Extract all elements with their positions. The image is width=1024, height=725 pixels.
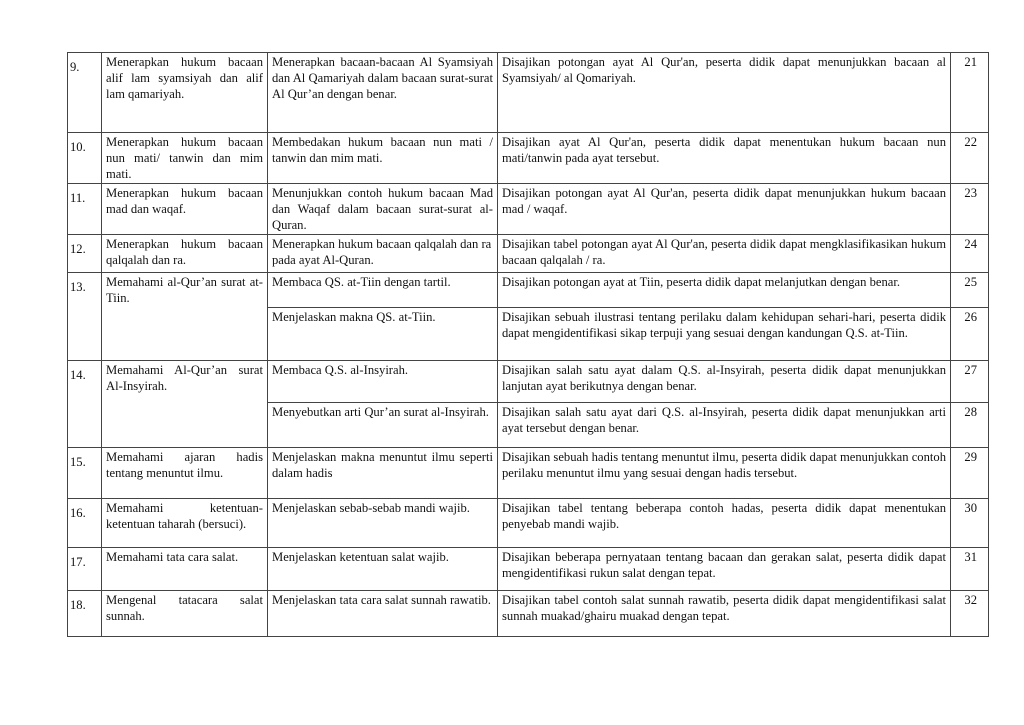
indikator-cell: Menunjukkan contoh hukum bacaan Mad dan Waqaf dalam bacaan surat-surat al-Quran. [268,184,498,235]
kompetensi-cell: Menerapkan hukum bacaan alif lam syamsiyah dan alif lam qamariyah. [102,53,268,133]
kompetensi-cell: Memahami ajaran hadis tentang menuntut ilmu. [102,448,268,499]
nomor-soal-cell: 26 [951,308,989,361]
nomor-soal-cell: 21 [951,53,989,133]
indikator-soal-cell: Disajikan beberapa pernyataan tentang bacaan dan gerakan salat, peserta didik dapat mengidentifikasi rukun salat dengan tepat. [498,548,951,591]
indikator-cell: Menjelaskan sebab-sebab mandi wajib. [268,499,498,548]
row-number: 15. [68,448,102,499]
row-number: 10. [68,133,102,184]
nomor-soal-cell: 31 [951,548,989,591]
table-row [68,499,989,548]
nomor-soal-cell: 30 [951,499,989,548]
kompetensi-cell: Menerapkan hukum bacaan qalqalah dan ra. [102,235,268,273]
nomor-soal-cell: 24 [951,235,989,273]
row-number: 9. [68,53,102,133]
indikator-soal-cell: Disajikan tabel contoh salat sunnah rawatib, peserta didik dapat mengidentifikasi salat sunnah muakad/ghairu muakad dengan tepat. [498,591,951,637]
indikator-soal-cell: Disajikan sebuah hadis tentang menuntut ilmu, peserta didik dapat menunjukkan contoh perilaku menuntut ilmu yang sesuai dengan hadis tersebut. [498,448,951,499]
row-number: 18. [68,591,102,637]
indikator-soal-cell: Disajikan tabel tentang beberapa contoh hadas, peserta didik dapat menentukan penyebab mandi wajib. [498,499,951,548]
document-page [67,52,988,637]
indikator-cell: Menjelaskan makna QS. at-Tiin. [268,308,498,361]
indikator-cell: Menjelaskan makna menuntut ilmu seperti dalam hadis [268,448,498,499]
table-row [68,273,989,308]
nomor-soal-cell: 32 [951,591,989,637]
indikator-soal-cell: Disajikan potongan ayat Al Qur'an, peserta didik dapat menunjukkan bacaan al Syamsiyah/ al Qomariyah. [498,53,951,133]
row-number: 17. [68,548,102,591]
row-number: 11. [68,184,102,235]
row-number: 12. [68,235,102,273]
indikator-soal-cell: Disajikan sebuah ilustrasi tentang perilaku dalam kehidupan sehari-hari, peserta didik dapat mengidentifikasi sikap terpuji yang sesuai dengan kandungan Q.S. at-Tiin. [498,308,951,361]
kompetensi-cell: Menerapkan hukum bacaan mad dan waqaf. [102,184,268,235]
table-row [68,133,989,184]
indikator-soal-cell: Disajikan tabel potongan ayat Al Qur'an, peserta didik dapat mengklasifikasikan hukum bacaan qalqalah / ra. [498,235,951,273]
indikator-cell: Menyebutkan arti Qur’an surat al-Insyirah. [268,403,498,448]
indikator-cell: Membedakan hukum bacaan nun mati / tanwin dan mim mati. [268,133,498,184]
kisi-kisi-table [67,52,989,637]
kompetensi-cell: Menerapkan hukum bacaan nun mati/ tanwin dan mim mati. [102,133,268,184]
kompetensi-cell: Memahami Al-Qur’an surat Al-Insyirah. [102,361,268,448]
nomor-soal-cell: 25 [951,273,989,308]
indikator-cell: Menerapkan hukum bacaan qalqalah dan ra pada ayat Al-Quran. [268,235,498,273]
nomor-soal-cell: 23 [951,184,989,235]
indikator-cell: Menjelaskan tata cara salat sunnah rawatib. [268,591,498,637]
table-row [68,184,989,235]
table-row [68,235,989,273]
indikator-soal-cell: Disajikan ayat Al Qur'an, peserta didik dapat menentukan hukum bacaan nun mati/tanwin pada ayat tersebut. [498,133,951,184]
kompetensi-cell: Memahami tata cara salat. [102,548,268,591]
table-row [68,361,989,403]
row-number: 16. [68,499,102,548]
row-number: 14. [68,361,102,448]
kompetensi-cell: Memahami al-Qur’an surat at-Tiin. [102,273,268,361]
table-row [68,448,989,499]
indikator-cell: Menjelaskan ketentuan salat wajib. [268,548,498,591]
nomor-soal-cell: 22 [951,133,989,184]
indikator-cell: Membaca Q.S. al-Insyirah. [268,361,498,403]
indikator-soal-cell: Disajikan potongan ayat Al Qur'an, peserta didik dapat menunjukkan hukum bacaan mad / waqaf. [498,184,951,235]
table-row [68,591,989,637]
row-number: 13. [68,273,102,361]
table-row [68,53,989,133]
kompetensi-cell: Mengenal tatacara salat sunnah. [102,591,268,637]
kompetensi-cell: Memahami ketentuan-ketentuan taharah (bersuci). [102,499,268,548]
indikator-soal-cell: Disajikan salah satu ayat dari Q.S. al-Insyirah, peserta didik dapat menunjukkan arti ayat tersebut dengan benar. [498,403,951,448]
table-row [68,548,989,591]
indikator-cell: Membaca QS. at-Tiin dengan tartil. [268,273,498,308]
nomor-soal-cell: 27 [951,361,989,403]
indikator-cell: Menerapkan bacaan-bacaan Al Syamsiyah dan Al Qamariyah dalam bacaan surat-surat Al Qur’an dengan benar. [268,53,498,133]
nomor-soal-cell: 28 [951,403,989,448]
nomor-soal-cell: 29 [951,448,989,499]
indikator-soal-cell: Disajikan potongan ayat at Tiin, peserta didik dapat melanjutkan dengan benar. [498,273,951,308]
indikator-soal-cell: Disajikan salah satu ayat dalam Q.S. al-Insyirah, peserta didik dapat menunjukkan lanjutan ayat berikutnya dengan benar. [498,361,951,403]
